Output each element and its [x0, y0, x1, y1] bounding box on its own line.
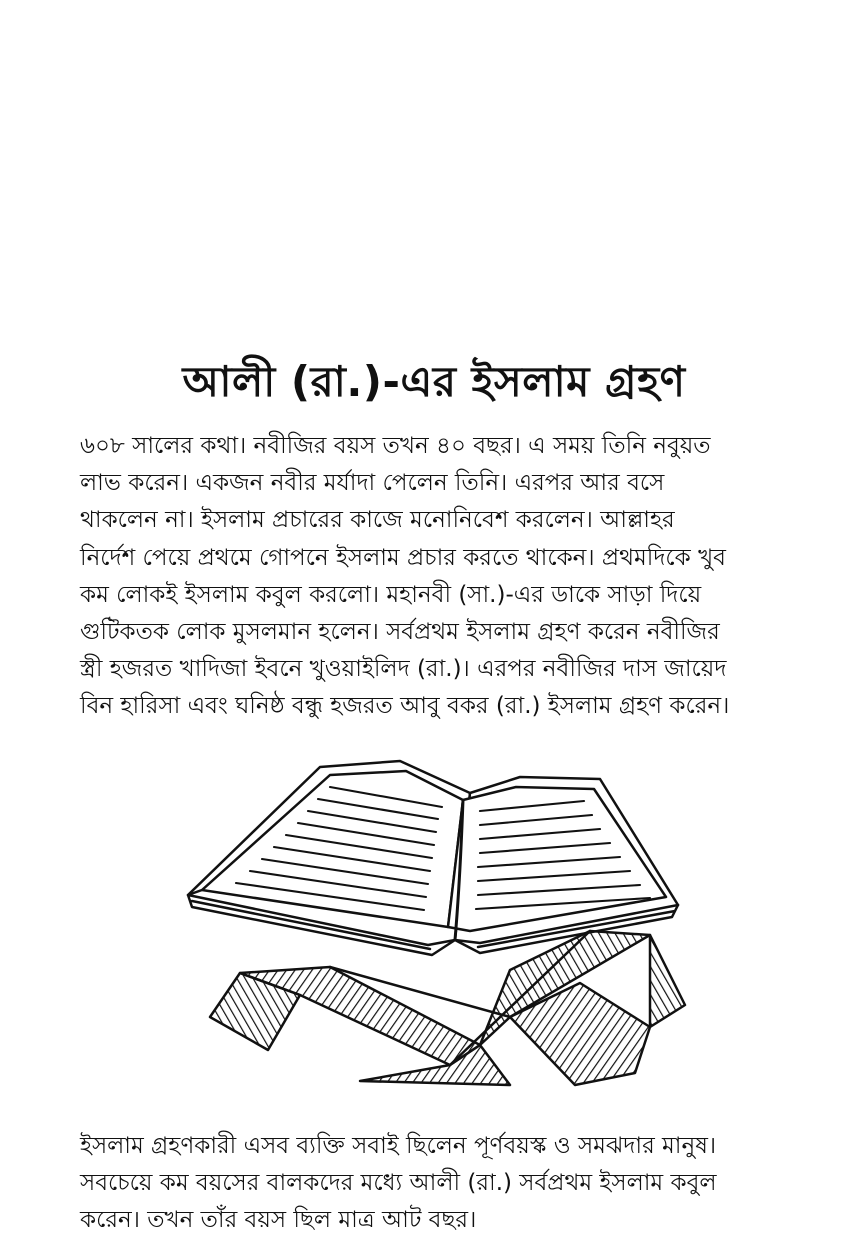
- paragraph-line: লাভ করেন। একজন নবীর মর্যাদা পেলেন তিনি। এরপর আর বসে: [80, 470, 665, 497]
- open-book-on-stand-illustration: [180, 755, 720, 1105]
- intro-paragraph: [80, 428, 792, 726]
- paragraph-line: ইসলাম গ্রহণকারী এসব ব্যক্তি সবাই ছিলেন পূর্ণবয়স্ক ও সমঝদার মানুষ।: [80, 1133, 717, 1159]
- paragraph-line: নির্দেশ পেয়ে প্রথমে গোপনে ইসলাম প্রচার করতে থাকেন। প্রথমদিকে খুব: [80, 544, 726, 571]
- page-title: আলী (রা.)-এর ইসলাম গ্রহণ: [182, 357, 686, 406]
- paragraph-line: গুটিকতক লোক মুসলমান হলেন। সর্বপ্রথম ইসলাম গ্রহণ করেন নবীজির: [80, 619, 720, 646]
- paragraph-line: করেন। তখন তাঁর বয়স ছিল মাত্র আট বছর।: [80, 1207, 477, 1234]
- paragraph-line: বিন হারিসা এবং ঘনিষ্ঠ বন্ধু হজরত আবু বকর (রা.) ইসলাম গ্রহণ করেন।: [80, 693, 730, 720]
- paragraph-line: সবচেয়ে কম বয়সের বালকদের মধ্যে আলী (রা.) সর্বপ্রথম ইসলাম কবুল: [80, 1170, 717, 1197]
- paragraph-line: কম লোকই ইসলাম কবুল করলো। মহানবী (সা.)-এর ডাকে সাড়া দিয়ে: [80, 581, 702, 608]
- paragraph-line: ৬০৮ সালের কথা। নবীজির বয়স তখন ৪০ বছর। এ সময় তিনি নবুয়ত: [80, 433, 711, 459]
- closing-paragraph: [80, 1128, 792, 1240]
- stand-legs: [210, 931, 685, 1085]
- paragraph-line: থাকলেন না। ইসলাম প্রচারের কাজে মনোনিবেশ করলেন। আল্লাহর: [80, 507, 675, 534]
- paragraph-line: স্ত্রী হজরত খাদিজা ইবনে খুওয়াইলিদ (রা.)। এরপর নবীজির দাস জায়েদ: [80, 656, 727, 683]
